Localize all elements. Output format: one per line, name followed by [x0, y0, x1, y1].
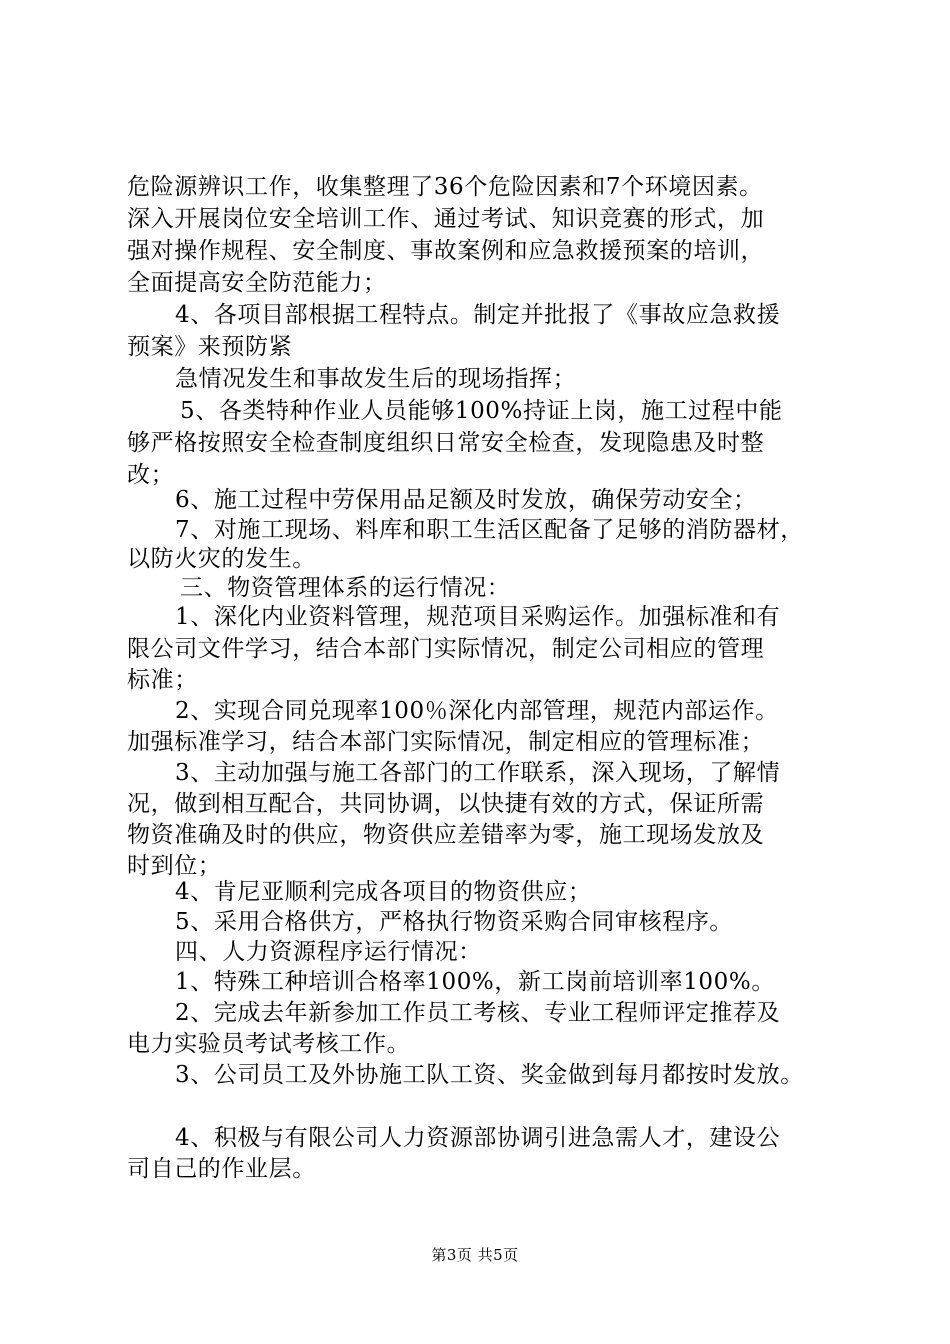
text-line: 4、各项目部根据工程特点。制定并批报了《事故应急救援: [175, 302, 781, 328]
text-line: 司自己的作业层。: [127, 1156, 316, 1182]
section-heading: 三、物资管理体系的运行情况：: [180, 575, 511, 601]
text-line: 5、各类特种作业人员能够100%持证上岗，施工过程中能: [180, 398, 783, 424]
text-line: 时到位；: [127, 853, 222, 879]
text-line: 以防火灾的发生。: [127, 546, 316, 572]
text-line: 1、深化内业资料管理，规范项目采购运作。加强标准和有: [175, 604, 781, 630]
text-line: 加强标准学习，结合本部门实际情况，制定相应的管理标准；: [127, 729, 765, 755]
text-line: 2、实现合同兑现率100％深化内部管理，规范内部运作。: [175, 698, 779, 724]
text-line: 电力实验员考试考核工作。: [127, 1031, 411, 1057]
text-line: 况，做到相互配合，共同协调，以快捷有效的方式，保证所需: [127, 791, 765, 817]
text-line: 5、采用合格供方，严格执行物资采购合同审核程序。: [175, 909, 734, 935]
text-line: 全面提高安全防范能力；: [127, 270, 387, 296]
text-line: 1、特殊工种培训合格率100%，新工岗前培训率100%。: [175, 969, 775, 995]
text-line: 6、施工过程中劳保用品足额及时发放，确保劳动安全；: [175, 487, 757, 513]
text-line: 够严格按照安全检查制度组织日常安全检查，发现隐患及时整: [127, 430, 765, 456]
text-line: 3、主动加强与施工各部门的工作联系，深入现场，了解情: [175, 760, 781, 786]
text-line: 2、完成去年新参加工作员工考核、专业工程师评定推荐及: [175, 1000, 781, 1026]
text-line: 4、肯尼亚顺利完成各项目的物资供应；: [175, 879, 592, 905]
text-line: 深入开展岗位安全培训工作、通过考试、知识竞赛的形式，加: [127, 206, 765, 232]
text-line: 危险源辨识工作，收集整理了36个危险因素和7个环境因素。: [127, 174, 763, 200]
text-line: 物资准确及时的供应，物资供应差错率为零，施工现场发放及: [127, 822, 765, 848]
text-line: 7、对施工现场、料库和职工生活区配备了足够的消防器材，: [175, 517, 804, 543]
text-line: 急情况发生和事故发生后的现场指挥；: [175, 366, 577, 392]
text-line: 强对操作规程、安全制度、事故案例和应急救援预案的培训，: [127, 238, 765, 264]
section-heading: 四、人力资源程序运行情况：: [175, 939, 482, 965]
page-footer: 第3页 共5页: [431, 1246, 519, 1264]
text-line: 限公司文件学习，结合本部门实际情况，制定公司相应的管理: [127, 636, 765, 662]
text-line: 4、积极与有限公司人力资源部协调引进急需人才，建设公: [175, 1125, 781, 1151]
text-line: 预案》来预防紧: [127, 334, 293, 360]
text-line: 3、公司员工及外协施工队工资、奖金做到每月都按时发放。: [175, 1062, 804, 1088]
text-line: 改；: [127, 462, 175, 488]
text-line: 标准；: [127, 667, 198, 693]
